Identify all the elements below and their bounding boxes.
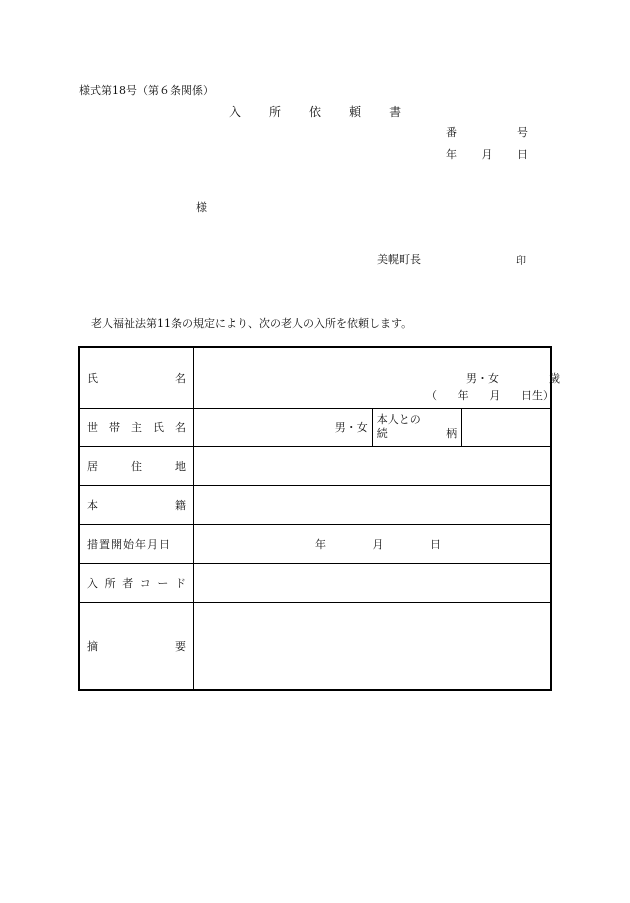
householder-name-field[interactable] [194,408,373,446]
label-resident-code: 入 所 者 コ ー ド [79,563,194,602]
date-label-char: 年 [446,148,457,161]
form-number: 様式第18号（第６条関係） [79,84,214,97]
table-row-resident-code [79,563,551,602]
seal-mark: 印 [516,256,526,267]
date-label-char: 月 [481,148,493,161]
relation-label: 本人との 続 柄 [372,408,461,446]
title-char: 入 [229,105,242,119]
label-residence: 居 住 地 [79,446,194,485]
start-date-field[interactable]: 年 月 日 [194,524,552,563]
number-label-char: 番 [446,126,457,139]
table-row-start-date [79,524,551,563]
resident-code-field[interactable] [194,563,552,602]
table-row-name [79,347,551,408]
table-row-domicile [79,485,551,524]
residence-field[interactable] [194,446,552,485]
label-summary: 摘 要 [79,602,194,690]
table-row-summary [79,602,551,690]
sender-title: 美幌町長 [377,253,421,266]
document-title [229,103,401,120]
birthdate-line: （ 年 月 日生） [426,389,554,402]
document-number-line [446,124,528,140]
summary-field[interactable] [194,602,552,690]
title-char: 頼 [349,105,362,119]
number-label-char: 号 [517,126,528,139]
application-table [78,346,560,691]
title-char: 依 [309,105,322,119]
label-start-date: 措置開始年月日 [79,524,194,563]
domicile-field[interactable] [194,485,552,524]
title-char: 書 [389,105,402,119]
householder-sex-choice[interactable]: 男・女 [334,421,368,434]
table-row-residence [79,446,551,485]
date-label-char: 日 [517,148,528,161]
label-domicile: 本 籍 [79,485,194,524]
label-householder: 世 帯 主 氏 名 [79,408,194,446]
age-unit: 歳 [549,372,560,385]
request-statement: 老人福祉法第11条の規定により、次の老人の入所を依頼します。 [91,317,413,330]
name-sex-choice[interactable]: 男・女 [466,372,499,385]
table-row-householder [79,408,551,446]
document-date-line [446,146,528,162]
addressee-suffix: 様 [196,201,207,214]
relation-field[interactable] [462,408,551,446]
name-field[interactable] [194,347,560,408]
title-char: 所 [269,105,282,119]
label-name: 氏 名 [79,347,194,408]
